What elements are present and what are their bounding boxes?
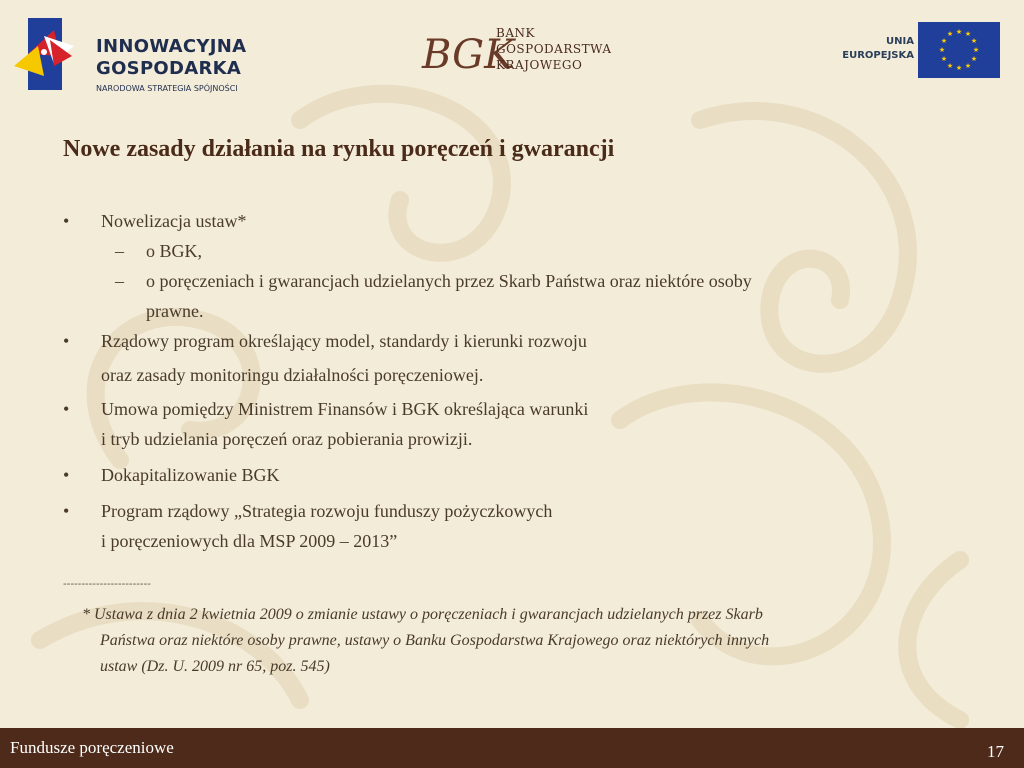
footer-title: Fundusze poręczeniowe — [10, 738, 174, 757]
svg-text:★: ★ — [955, 64, 963, 72]
bullet-continuation — [63, 526, 943, 556]
bgk-logo — [420, 26, 640, 86]
logo-left-line1: INNOWACYJNA — [96, 36, 247, 57]
eu-line1: UNIA — [886, 36, 914, 47]
bullet-continuation — [63, 424, 943, 454]
bullet-text: i tryb udzielania poręczeń oraz pobierania prowizji. — [101, 429, 473, 449]
sub-bullet-text: o BGK, — [146, 241, 203, 261]
bullet-marker: • — [63, 501, 70, 521]
bgk-line1: BANK — [496, 26, 535, 40]
bullet-text: Nowelizacja ustaw* — [101, 211, 247, 231]
logo-left-line3: NARODOWA STRATEGIA SPÓJNOŚCI — [96, 84, 238, 93]
bullet-marker: • — [63, 399, 70, 419]
bgk-line2: GOSPODARSTWA — [496, 42, 612, 56]
svg-text:★: ★ — [946, 62, 954, 70]
slide-content — [63, 206, 943, 556]
bullet-item — [63, 394, 943, 424]
sub-bullet-item — [63, 236, 943, 266]
sub-bullet-item — [63, 266, 943, 296]
bullet-text: Dokapitalizowanie BGK — [101, 465, 280, 485]
bullet-item — [63, 496, 943, 526]
bullet-text: i poręczeniowych dla MSP 2009 – 2013” — [101, 531, 398, 551]
bullet-item — [63, 326, 943, 356]
sub-bullet-continuation — [63, 296, 943, 326]
bullet-text: Program rządowy „Strategia rozwoju funduszy pożyczkowych — [101, 501, 553, 521]
sub-bullet-text: prawne. — [146, 301, 204, 321]
bullet-item — [63, 206, 943, 236]
innowacyjna-gospodarka-logo — [14, 16, 264, 96]
innowacyjna-flag-icon — [14, 16, 80, 92]
bullet-text: Rządowy program określający model, standardy i kierunki rozwoju — [101, 331, 587, 351]
footnote-separator: ------------------------ — [63, 578, 151, 590]
sub-bullet-text: o poręczeniach i gwarancjach udzielanych przez Skarb Państwa oraz niektóre osoby — [146, 271, 752, 291]
bgk-monogram-icon — [420, 26, 514, 78]
bullet-text: oraz zasady monitoringu działalności poręczeniowej. — [101, 365, 484, 385]
bullet-item — [63, 460, 943, 490]
footnote-line: ustaw (Dz. U. 2009 nr 65, poz. 545) — [100, 658, 330, 675]
bullet-continuation — [63, 360, 943, 390]
logo-left-line2: GOSPODARKA — [96, 58, 242, 79]
bullet-marker: • — [63, 331, 70, 351]
page-number: 17 — [987, 742, 1004, 761]
svg-text:★: ★ — [970, 37, 978, 45]
bullet-marker: • — [63, 465, 70, 485]
svg-text:★: ★ — [970, 55, 978, 63]
svg-text:★: ★ — [964, 30, 972, 38]
svg-text:★: ★ — [940, 55, 948, 63]
footnote-line: * Ustawa z dnia 2 kwietnia 2009 o zmianie ustawy o poręczeniach i gwarancjach udzielanych przez Skarb — [82, 606, 763, 623]
footnote-line: Państwa oraz niektóre osoby prawne, ustawy o Banku Gospodarstwa Krajowego oraz niektórych innych — [100, 632, 770, 649]
footnote — [82, 602, 952, 680]
footer-bar — [0, 728, 1024, 768]
svg-text:★: ★ — [940, 37, 948, 45]
eu-line2: EUROPEJSKA — [842, 50, 914, 61]
svg-text:★: ★ — [964, 62, 972, 70]
dash-marker: – — [115, 271, 124, 291]
eu-flag-icon — [918, 22, 1000, 78]
dash-marker: – — [115, 241, 124, 261]
bullet-text: Umowa pomiędzy Ministrem Finansów i BGK określająca warunki — [101, 399, 589, 419]
bgk-line3: KRAJOWEGO — [496, 58, 583, 72]
svg-text:★: ★ — [938, 46, 946, 54]
svg-text:★: ★ — [955, 28, 963, 36]
bgk-monogram-text: BGK — [422, 32, 514, 78]
svg-text:★: ★ — [946, 30, 954, 38]
eu-logo — [830, 22, 1010, 82]
svg-text:★: ★ — [972, 46, 980, 54]
bullet-marker: • — [63, 211, 70, 231]
slide-title: Nowe zasady działania na rynku poręczeń i gwarancji — [63, 136, 615, 162]
